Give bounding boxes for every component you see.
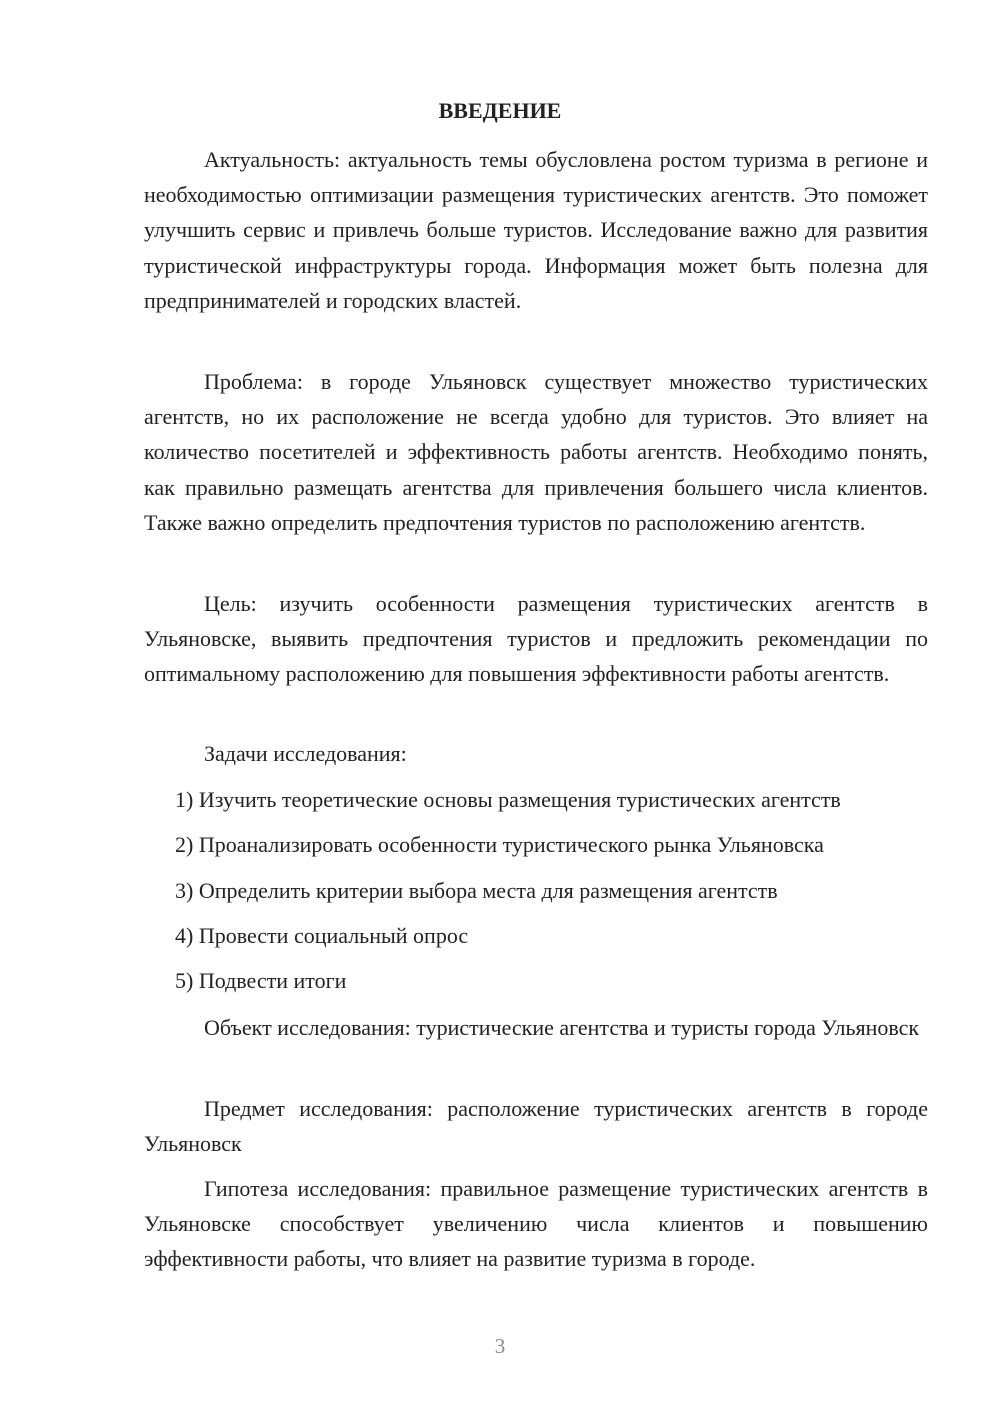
- task-item-5: 5) Подвести итоги: [175, 968, 347, 993]
- page-number: 3: [494, 1334, 506, 1358]
- problem-paragraph: Проблема: в городе Ульяновск существует множество туристических агентств, но их расположение не всегда удобно для туристов. Это влияет на количество посетителей и эффективность работы агентств. Необходимо понять, как правильно размещать агентства для привлечения большего числа клиентов. Также важно определить предпочтения туристов по расположению агентств.: [144, 369, 928, 535]
- tasks-heading: Задачи исследования:: [204, 741, 407, 766]
- task-item-1: 1) Изучить теоретические основы размещения туристических агентств: [175, 787, 841, 812]
- relevance-paragraph: Актуальность: актуальность темы обусловлена ростом туризма в регионе и необходимостью оптимизации размещения туристических агентств. Это поможет улучшить сервис и привлечь больше туристов. Исследование важно для развития туристической инфраструктуры города. Информация может быть полезна для предпринимателей и городских властей.: [144, 147, 928, 313]
- object-paragraph: Объект исследования: туристические агентства и туристы города Ульяновск: [204, 1015, 920, 1040]
- subject-paragraph: Предмет исследования: расположение туристических агентств в городе Ульяновск: [144, 1096, 928, 1157]
- task-item-3: 3) Определить критерии выбора места для размещения агентств: [175, 878, 778, 903]
- task-item-4: 4) Провести социальный опрос: [175, 923, 469, 948]
- hypothesis-paragraph: Гипотеза исследования: правильное размещение туристических агентств в Ульяновске способствует увеличению числа клиентов и повышению эффективности работы, что влияет на развитие туризма в городе.: [144, 1176, 928, 1272]
- page-title: ВВЕДЕНИЕ: [438, 98, 562, 123]
- task-item-2: 2) Проанализировать особенности туристического рынка Ульяновска: [175, 832, 824, 857]
- goal-paragraph: Цель: изучить особенности размещения туристических агентств в Ульяновске, выявить предпочтения туристов и предложить рекомендации по оптимальному расположению для повышения эффективности работы агентств.: [144, 591, 928, 687]
